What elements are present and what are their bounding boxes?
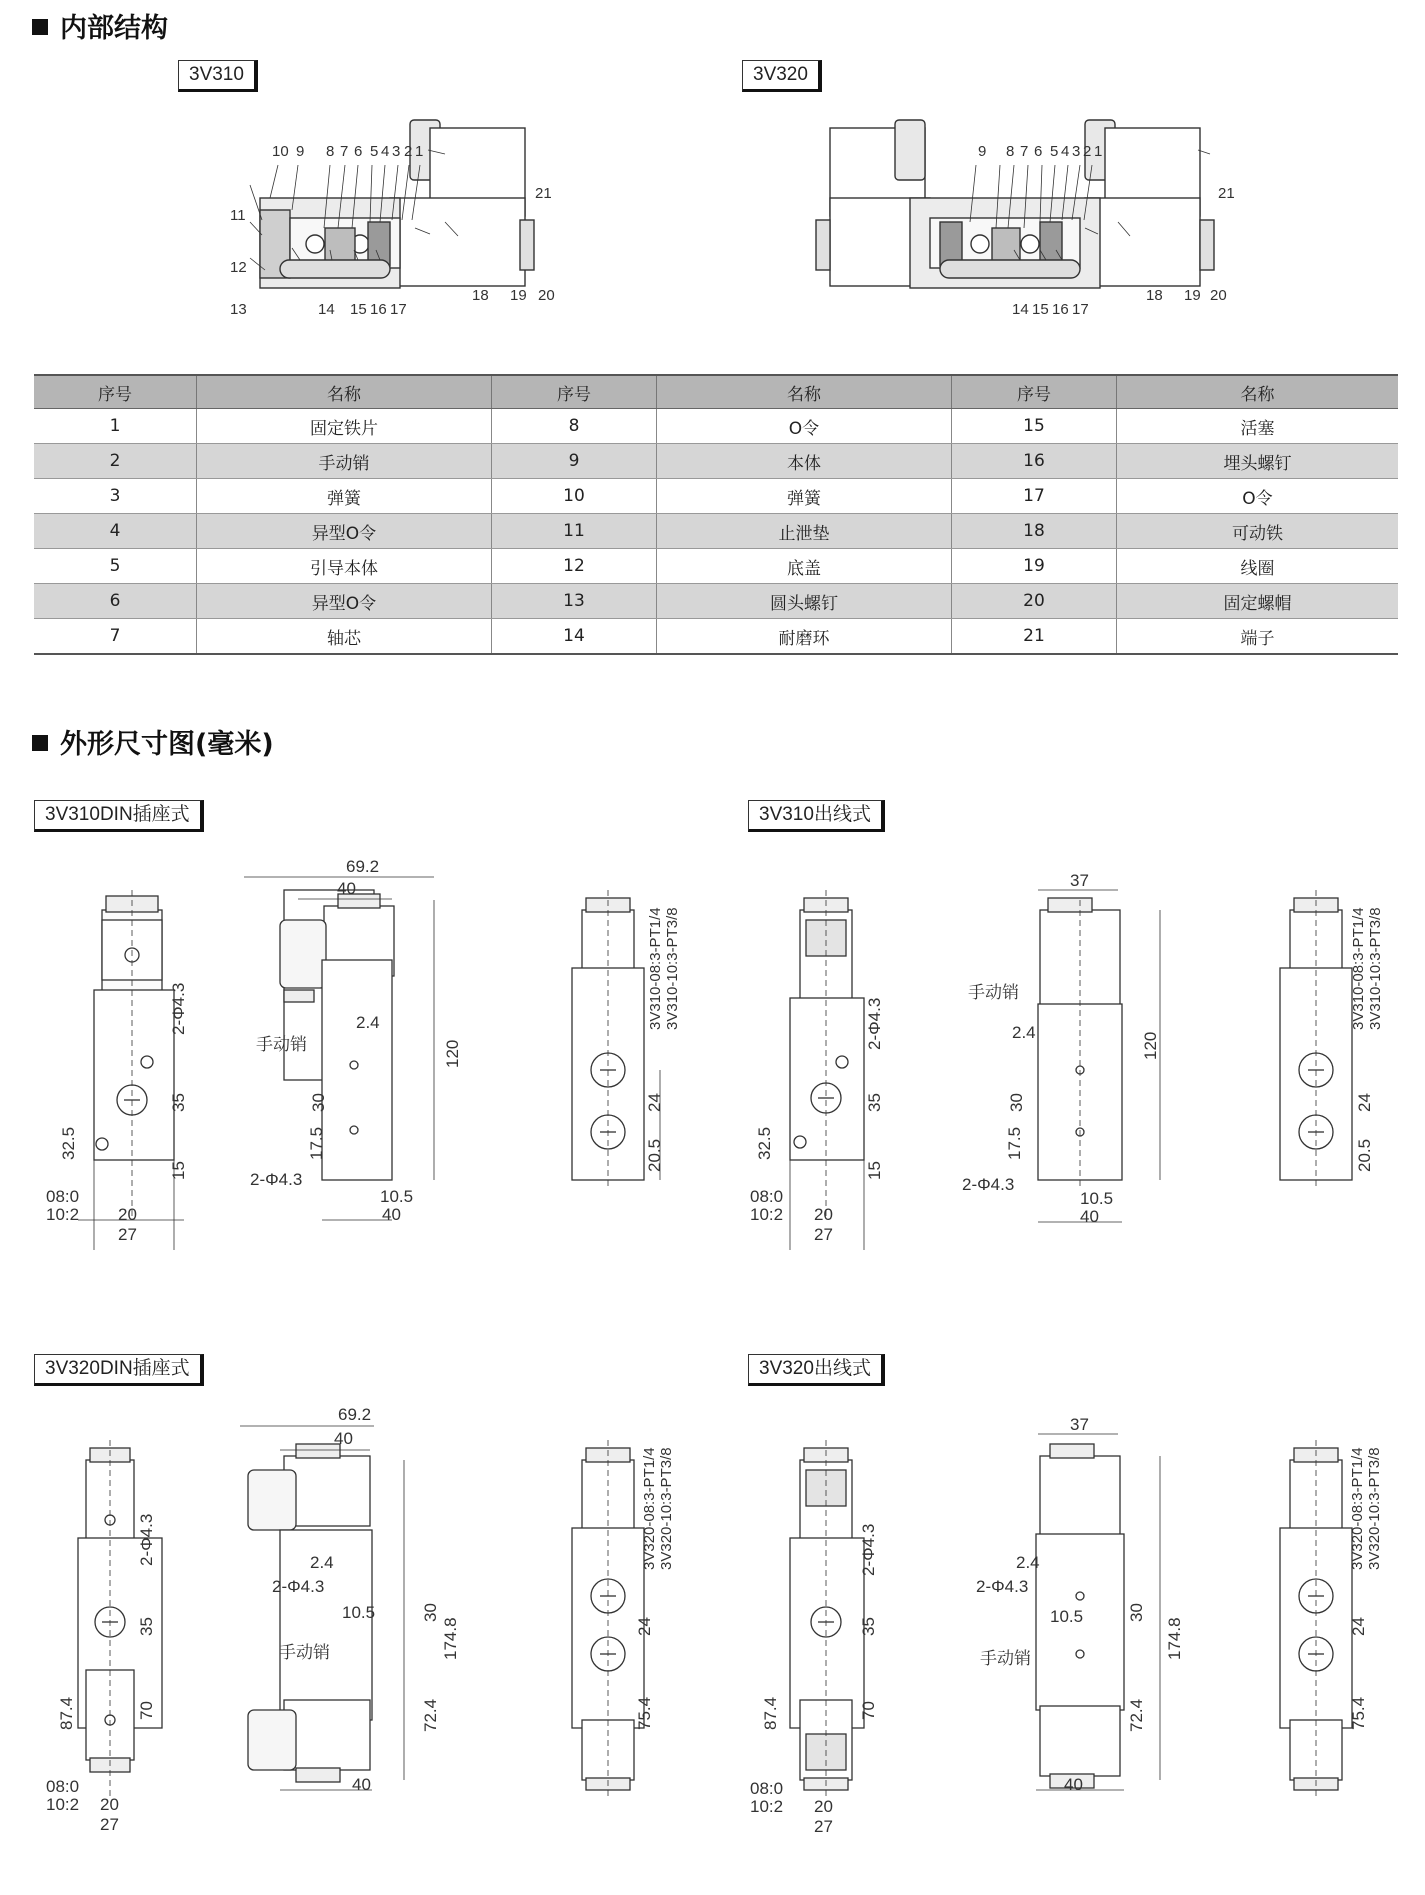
port-10-label: 10:2 — [46, 1205, 80, 1224]
part-name-cell: 可动铁 — [1117, 514, 1399, 549]
port-08-label: 08:0 — [750, 1187, 784, 1206]
dim-15-label: 15 — [169, 1161, 188, 1180]
callout-8: 8 — [1006, 143, 1015, 160]
callout-7: 7 — [1020, 143, 1029, 160]
dim-20-label: 20 — [118, 1205, 137, 1224]
dim-hole-label: 2-Φ4.3 — [865, 997, 884, 1050]
callout-8: 8 — [326, 143, 335, 160]
callout-3: 3 — [392, 143, 401, 160]
port-10-label: 10:2 — [750, 1205, 784, 1224]
callout-4: 4 — [381, 143, 390, 160]
part-name-cell: 轴芯 — [197, 619, 492, 655]
part-name-cell: 线圈 — [1117, 549, 1399, 584]
port-spec-label: 3V320-08:3-PT1/4 — [641, 1447, 658, 1570]
dim-32-5-label: 32.5 — [755, 1126, 774, 1160]
part-name-cell: 固定铁片 — [197, 409, 492, 444]
port-10-label: 10:2 — [750, 1797, 784, 1816]
part-name-cell: 端子 — [1117, 619, 1399, 655]
callout-6: 6 — [1034, 143, 1043, 160]
part-name-cell: 弹簧 — [197, 479, 492, 514]
dim-24-label: 24 — [1349, 1617, 1368, 1636]
table-body — [34, 409, 1398, 655]
part-number-cell: 21 — [952, 619, 1117, 655]
manual-pin-label: 手动销 — [279, 1643, 330, 1662]
callout-5: 5 — [370, 143, 379, 160]
callout-11: 11 — [230, 207, 246, 224]
callout-7: 7 — [340, 143, 349, 160]
dim-hole-label: 2-Φ4.3 — [250, 1170, 303, 1189]
dim-30-label: 30 — [1127, 1603, 1146, 1622]
dim-2-4-label: 2.4 — [1016, 1553, 1040, 1572]
callout-9: 9 — [978, 143, 987, 160]
part-number-cell: 4 — [34, 514, 197, 549]
callout-15: 15 — [350, 301, 367, 318]
part-number-cell: 18 — [952, 514, 1117, 549]
dim-174-8-label: 174.8 — [1165, 1617, 1184, 1660]
square-bullet-icon — [32, 19, 48, 35]
table-row — [34, 584, 1398, 619]
manual-pin-label: 手动销 — [980, 1649, 1031, 1668]
dim-hole-label: 2-Φ4.3 — [169, 982, 188, 1035]
dim-27-label: 27 — [100, 1815, 119, 1834]
callout-16: 16 — [370, 301, 387, 318]
model-tag-3v320-din: 3V320DIN插座式 — [34, 1354, 204, 1386]
port-spec-label: 3V310-08:3-PT1/4 — [1350, 907, 1367, 1030]
part-name-cell: 固定螺帽 — [1117, 584, 1399, 619]
dim-40-label: 40 — [1080, 1207, 1099, 1226]
dim-10-5-label: 10.5 — [1050, 1607, 1084, 1626]
part-number-cell: 16 — [952, 444, 1117, 479]
part-number-cell: 12 — [492, 549, 657, 584]
callout-20: 20 — [538, 287, 555, 304]
part-number-cell: 11 — [492, 514, 657, 549]
callout-14: 14 — [1012, 301, 1029, 318]
dim-2-4-label: 2.4 — [310, 1553, 334, 1572]
table-row — [34, 444, 1398, 479]
callout-1: 1 — [1094, 143, 1103, 160]
port-08-label: 08:0 — [46, 1187, 80, 1206]
part-number-cell: 7 — [34, 619, 197, 655]
port-spec-label: 3V320-10:3-PT3/8 — [1366, 1447, 1383, 1570]
dim-70-label: 70 — [859, 1701, 878, 1720]
dimension-drawing-3v320-wire — [740, 1400, 1400, 1840]
callout-17: 17 — [1072, 301, 1089, 318]
dim-35-label: 35 — [169, 1093, 188, 1112]
section-title-internal: 内部结构 — [32, 6, 168, 45]
dim-20-5-label: 20.5 — [645, 1138, 664, 1172]
col-header-name: 名称 — [1117, 375, 1399, 409]
model-tag-3v320: 3V320 — [742, 60, 822, 92]
callout-21: 21 — [535, 185, 552, 202]
dim-30-label: 30 — [309, 1093, 328, 1112]
part-name-cell: 本体 — [657, 444, 952, 479]
dim-120-label: 120 — [1141, 1031, 1160, 1060]
manual-pin-label: 手动销 — [968, 983, 1019, 1002]
callout-4: 4 — [1061, 143, 1070, 160]
part-name-cell: 手动销 — [197, 444, 492, 479]
dim-72-4-label: 72.4 — [421, 1698, 440, 1732]
model-tag-3v320-wire: 3V320出线式 — [748, 1354, 885, 1386]
callout-16: 16 — [1052, 301, 1069, 318]
dimension-drawing-3v320-din — [34, 1400, 714, 1840]
callout-18: 18 — [1146, 287, 1163, 304]
dim-30-label: 30 — [421, 1603, 440, 1622]
dim-72-4-label: 72.4 — [1127, 1698, 1146, 1732]
dim-24-label: 24 — [1355, 1093, 1374, 1112]
callout-18: 18 — [472, 287, 489, 304]
dim-17-5-label: 17.5 — [307, 1126, 326, 1160]
part-name-cell: O令 — [657, 409, 952, 444]
model-tag-3v310: 3V310 — [178, 60, 258, 92]
part-number-cell: 20 — [952, 584, 1117, 619]
part-name-cell: 活塞 — [1117, 409, 1399, 444]
dim-hole-label: 2-Φ4.3 — [976, 1577, 1029, 1596]
part-number-cell: 2 — [34, 444, 197, 479]
dimension-drawing-3v310-din — [34, 850, 714, 1270]
dim-32-5-label: 32.5 — [59, 1126, 78, 1160]
callout-13: 13 — [230, 301, 247, 318]
dim-hole-label: 2-Φ4.3 — [272, 1577, 325, 1596]
table-row — [34, 619, 1398, 655]
part-number-cell: 10 — [492, 479, 657, 514]
col-header-no: 序号 — [34, 375, 197, 409]
part-number-cell: 1 — [34, 409, 197, 444]
dim-27-label: 27 — [118, 1225, 137, 1244]
port-10-label: 10:2 — [46, 1795, 80, 1814]
part-number-cell: 14 — [492, 619, 657, 655]
parts-table — [34, 374, 1398, 655]
part-name-cell: 埋头螺钉 — [1117, 444, 1399, 479]
dim-15-label: 15 — [865, 1161, 884, 1180]
dim-17-5-label: 17.5 — [1005, 1126, 1024, 1160]
dim-69-2-label: 69.2 — [346, 857, 380, 876]
dim-20-label: 20 — [814, 1797, 833, 1816]
col-header-no: 序号 — [492, 375, 657, 409]
callout-17: 17 — [390, 301, 407, 318]
callout-2: 2 — [404, 143, 413, 160]
part-number-cell: 19 — [952, 549, 1117, 584]
port-spec-label: 3V310-08:3-PT1/4 — [647, 907, 664, 1030]
dim-37-label: 37 — [1070, 1415, 1089, 1434]
dim-40-label: 40 — [1064, 1775, 1083, 1794]
dim-35-label: 35 — [865, 1093, 884, 1112]
callout-2: 2 — [1083, 143, 1092, 160]
part-name-cell: 异型O令 — [197, 584, 492, 619]
callout-19: 19 — [1184, 287, 1201, 304]
dim-24-label: 24 — [645, 1093, 664, 1112]
callout-5: 5 — [1050, 143, 1059, 160]
dim-24-label: 24 — [635, 1617, 654, 1636]
section-title-dimensions: 外形尺寸图(毫米) — [32, 722, 274, 761]
dim-35-label: 35 — [859, 1617, 878, 1636]
callout-10: 10 — [272, 143, 289, 160]
dim-20-5-label: 20.5 — [1355, 1138, 1374, 1172]
col-header-name: 名称 — [197, 375, 492, 409]
port-08-label: 08:0 — [750, 1779, 784, 1798]
dim-30-label: 30 — [1007, 1093, 1026, 1112]
port-08-label: 08:0 — [46, 1777, 80, 1796]
dim-40-label: 40 — [352, 1775, 371, 1794]
dim-10-5-label: 10.5 — [1080, 1189, 1114, 1208]
part-name-cell: 耐磨环 — [657, 619, 952, 655]
part-number-cell: 6 — [34, 584, 197, 619]
callout-9: 9 — [296, 143, 305, 160]
part-name-cell: O令 — [1117, 479, 1399, 514]
dim-174-8-label: 174.8 — [441, 1617, 460, 1660]
part-name-cell: 底盖 — [657, 549, 952, 584]
port-spec-label: 3V320-10:3-PT3/8 — [658, 1447, 675, 1570]
square-bullet-icon — [32, 735, 48, 751]
dim-27-label: 27 — [814, 1225, 833, 1244]
callout-20: 20 — [1210, 287, 1227, 304]
col-header-no: 序号 — [952, 375, 1117, 409]
dim-35-label: 35 — [137, 1617, 156, 1636]
dim-hole-label: 2-Φ4.3 — [962, 1175, 1015, 1194]
table-row — [34, 479, 1398, 514]
part-name-cell: 弹簧 — [657, 479, 952, 514]
dim-37-label: 37 — [1070, 871, 1089, 890]
manual-pin-label: 手动销 — [256, 1035, 307, 1054]
table-row — [34, 549, 1398, 584]
dim-27-label: 27 — [814, 1817, 833, 1836]
callout-14: 14 — [318, 301, 335, 318]
dim-40-label: 40 — [337, 879, 356, 898]
dim-75-4-label: 75.4 — [1349, 1696, 1368, 1730]
part-number-cell: 15 — [952, 409, 1117, 444]
dimension-drawing-3v310-wire — [740, 850, 1400, 1270]
table-header-row — [34, 375, 1398, 409]
dim-hole-label: 2-Φ4.3 — [137, 1513, 156, 1566]
table-row — [34, 514, 1398, 549]
dim-40-label: 40 — [382, 1205, 401, 1224]
callout-6: 6 — [354, 143, 363, 160]
part-name-cell: 止泄垫 — [657, 514, 952, 549]
dim-40-label: 40 — [334, 1429, 353, 1448]
part-number-cell: 8 — [492, 409, 657, 444]
dim-20-label: 20 — [814, 1205, 833, 1224]
part-name-cell: 圆头螺钉 — [657, 584, 952, 619]
dim-hole-label: 2-Φ4.3 — [859, 1523, 878, 1576]
part-number-cell: 5 — [34, 549, 197, 584]
dim-87-4-label: 87.4 — [57, 1696, 76, 1730]
col-header-name: 名称 — [657, 375, 952, 409]
model-tag-3v310-wire: 3V310出线式 — [748, 800, 885, 832]
dim-10-5-label: 10.5 — [342, 1603, 376, 1622]
dim-120-label: 120 — [443, 1039, 462, 1068]
part-number-cell: 13 — [492, 584, 657, 619]
cross-section-3v320 — [800, 110, 1260, 325]
port-spec-label: 3V310-10:3-PT3/8 — [664, 907, 681, 1030]
dim-69-2-label: 69.2 — [338, 1405, 372, 1424]
model-tag-3v310-din: 3V310DIN插座式 — [34, 800, 204, 832]
callout-1: 1 — [415, 143, 424, 160]
callout-12: 12 — [230, 259, 247, 276]
callout-3: 3 — [1072, 143, 1081, 160]
part-number-cell: 3 — [34, 479, 197, 514]
dim-87-4-label: 87.4 — [761, 1696, 780, 1730]
part-name-cell: 引导本体 — [197, 549, 492, 584]
table-row — [34, 409, 1398, 444]
dim-2-4-label: 2.4 — [356, 1013, 380, 1032]
dim-2-4-label: 2.4 — [1012, 1023, 1036, 1042]
callout-19: 19 — [510, 287, 527, 304]
port-spec-label: 3V310-10:3-PT3/8 — [1367, 907, 1384, 1030]
callout-21: 21 — [1218, 185, 1235, 202]
dim-20-label: 20 — [100, 1795, 119, 1814]
part-number-cell: 17 — [952, 479, 1117, 514]
callout-15: 15 — [1032, 301, 1049, 318]
part-number-cell: 9 — [492, 444, 657, 479]
part-name-cell: 异型O令 — [197, 514, 492, 549]
cross-section-3v310 — [220, 110, 580, 325]
port-spec-label: 3V320-08:3-PT1/4 — [1349, 1447, 1366, 1570]
dim-70-label: 70 — [137, 1701, 156, 1720]
dim-10-5-label: 10.5 — [380, 1187, 414, 1206]
dim-75-4-label: 75.4 — [635, 1696, 654, 1730]
